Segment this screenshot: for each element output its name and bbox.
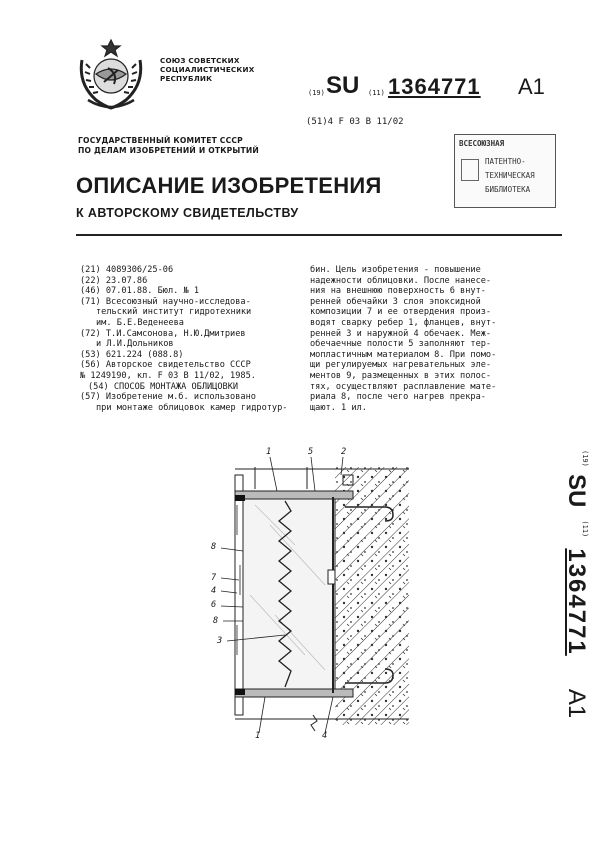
ussr-emblem bbox=[74, 34, 148, 114]
biblio-line: и Л.И.Дольников bbox=[96, 339, 174, 350]
abstract-line: композиции 7 и ее отвердения произ- bbox=[310, 307, 492, 318]
figure-label: 7 bbox=[211, 573, 217, 583]
figure-label: 1 bbox=[255, 731, 261, 741]
biblio-line: (54) СПОСОБ МОНТАЖА ОБЛИЦОВКИ bbox=[88, 381, 239, 392]
figure-label: 5 bbox=[308, 447, 314, 457]
abstract-text bbox=[310, 265, 496, 413]
abstract-line: мопластичным материалом 8. При помо- bbox=[310, 349, 497, 360]
abstract-line: риала 8, после чего нагрев прекра- bbox=[310, 392, 486, 403]
inid-code-19: (19) bbox=[308, 89, 325, 97]
org-line: РЕСПУБЛИК bbox=[160, 74, 213, 83]
side-country: SU bbox=[563, 473, 590, 508]
kind-code: A1 bbox=[518, 74, 545, 99]
figure-label: 6 bbox=[211, 600, 217, 610]
biblio-line: (56) Авторское свидетельство СССР bbox=[80, 360, 251, 371]
abstract-line: ренней обечайки 3 слоя эпоксидной bbox=[310, 296, 481, 307]
biblio-line: (53) 621.224 (088.8) bbox=[80, 349, 184, 360]
abstract-line: ренней 3 и наружной 4 обечаек. Меж- bbox=[310, 328, 492, 339]
committee-line: ГОСУДАРСТВЕННЫЙ КОМИТЕТ СССР bbox=[78, 136, 243, 145]
figure-label: 4 bbox=[211, 586, 217, 596]
document-subtitle: К АВТОРСКОМУ СВИДЕТЕЛЬСТВУ bbox=[76, 206, 299, 220]
inid-code-11: (11) bbox=[368, 89, 385, 97]
org-line: СОЦИАЛИСТИЧЕСКИХ bbox=[160, 65, 255, 74]
abstract-line: бин. Цель изобретения - повышение bbox=[310, 265, 481, 275]
ipc-classification: (51)4 F 03 B 11/02 bbox=[306, 117, 404, 127]
stamp-mark bbox=[461, 159, 479, 181]
bibliographic-data bbox=[80, 265, 287, 413]
document-title: ОПИСАНИЕ ИЗОБРЕТЕНИЯ bbox=[76, 173, 382, 198]
side-kind-code: A1 bbox=[563, 688, 590, 719]
biblio-line: (71) Всесоюзный научно-исследова- bbox=[80, 296, 251, 307]
figure-label: 8 bbox=[213, 616, 219, 626]
biblio-line: (22) 23.07.86 bbox=[80, 275, 148, 286]
committee bbox=[78, 136, 259, 155]
stamp-line: БИБЛИОТЕКА bbox=[485, 185, 531, 194]
abstract-line: щи регулируемых нагревательных эле- bbox=[310, 360, 492, 371]
figure-label: 8 bbox=[211, 542, 217, 552]
biblio-line: (72) Т.И.Самсонова, Н.Ю.Дмитриев bbox=[80, 328, 246, 339]
figure-label: 4 bbox=[322, 731, 328, 741]
technical-drawing bbox=[211, 445, 425, 745]
abstract-line: тях, осуществляют расплавление мате- bbox=[310, 381, 497, 392]
figure-label: 1 bbox=[266, 447, 272, 457]
abstract-line: обечаечные полости 5 заполняют тер- bbox=[310, 339, 492, 350]
biblio-line: при монтаже облицовок камер гидротур- bbox=[96, 402, 288, 413]
figure-label: 3 bbox=[217, 636, 223, 646]
abstract-line: ния на внешнюю поверхность 6 внут- bbox=[310, 286, 486, 297]
biblio-line: (21) 4089306/25-06 bbox=[80, 265, 174, 275]
abstract-line: водят сварку ребер 1, фланцев, внут- bbox=[310, 317, 497, 328]
biblio-line: № 1249190, кл. F 03 B 11/02, 1985. bbox=[80, 370, 256, 381]
stamp-line: ТЕХНИЧЕСКАЯ bbox=[485, 171, 535, 180]
stamp-line: ВСЕСОЮЗНАЯ bbox=[459, 139, 505, 148]
org-line: СОЮЗ СОВЕТСКИХ bbox=[160, 56, 240, 65]
issuing-country bbox=[160, 56, 254, 83]
side-inid-11: (11) bbox=[581, 520, 589, 538]
abstract-line: надежности облицовки. После нанесе- bbox=[310, 275, 492, 286]
patent-number: 1364771 bbox=[388, 74, 481, 99]
biblio-line: (57) Изобретение м.б. использовано bbox=[80, 392, 256, 403]
stamp-line: ПАТЕНТНО- bbox=[485, 157, 526, 166]
country-code: SU bbox=[326, 72, 360, 99]
document-number bbox=[308, 72, 568, 104]
header-rule bbox=[76, 234, 562, 236]
side-patent-number: 1364771 bbox=[563, 548, 590, 656]
biblio-line: (46) 07.01.88. Бюл. № 1 bbox=[80, 286, 199, 297]
figure-label: 2 bbox=[341, 447, 347, 457]
abstract-line: щают. 1 ил. bbox=[310, 402, 367, 413]
committee-line: ПО ДЕЛАМ ИЗОБРЕТЕНИЙ И ОТКРЫТИЙ bbox=[78, 145, 259, 155]
abstract-line: ментов 9, размещенных в этих полос- bbox=[310, 370, 492, 381]
biblio-line: им. Б.Е.Веденеева bbox=[96, 317, 184, 328]
side-inid-19: (19) bbox=[581, 450, 589, 467]
biblio-line: тельский институт гидротехники bbox=[96, 307, 252, 318]
library-stamp bbox=[454, 134, 556, 208]
